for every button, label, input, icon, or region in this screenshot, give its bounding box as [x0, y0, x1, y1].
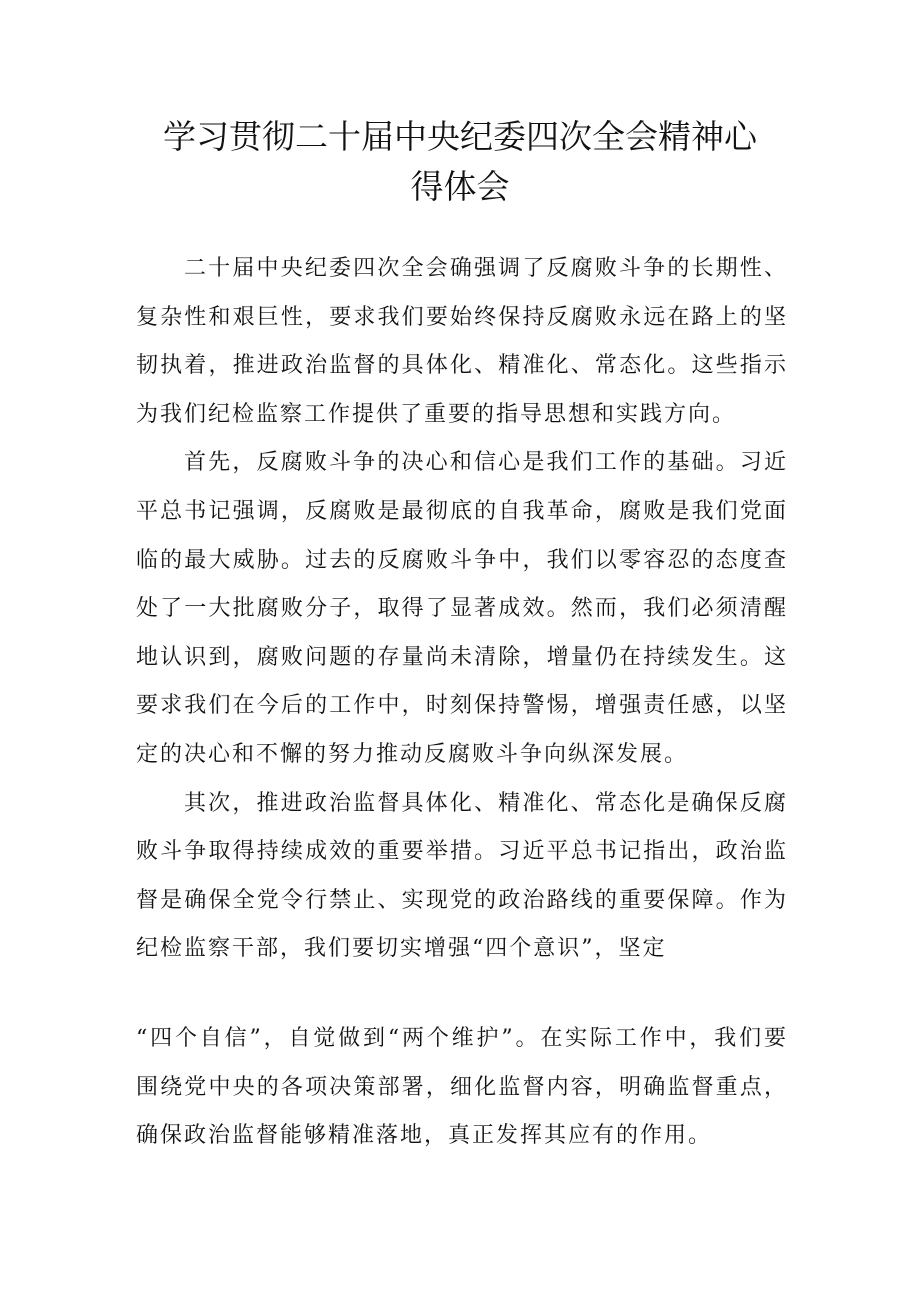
paragraph-intro: 二十届中央纪委四次全会确强调了反腐败斗争的长期性、复杂性和艰巨性，要求我们要始终保持反腐败永远在路上的坚韧执着，推进政治监督的具体化、精准化、常态化。这些指示为我们纪检监察工作提供了重要的指导思想和实践方向。 — [136, 256, 788, 427]
body-text — [136, 245, 788, 974]
paragraph-continuation: “四个自信”，自觉做到“两个维护”。在实际工作中，我们要围绕党中央的各项决策部署，细化监督内容，明确监督重点，确保政治监督能够精准落地，真正发挥其应有的作用。 — [136, 1026, 788, 1149]
body-text-continued — [136, 1015, 788, 1161]
document-title — [150, 112, 770, 212]
paragraph-first: 首先，反腐败斗争的决心和信心是我们工作的基础。习近平总书记强调，反腐败是最彻底的自我革命，腐败是我们党面临的最大威胁。过去的反腐败斗争中，我们以零容忍的态度查处了一大批腐败分子，取得了显著成效。然而，我们必须清醒地认识到，腐败问题的存量尚未清除，增量仍在持续发生。这要求我们在今后的工作中，时刻保持警惕，增强责任感，以坚定的决心和不懈的努力推动反腐败斗争向纵深发展。 — [136, 450, 788, 767]
title-line-2: 得体会 — [410, 167, 510, 206]
paragraph-second: 其次，推进政治监督具体化、精准化、常态化是确保反腐败斗争取得持续成效的重要举措。习近平总书记指出，政治监督是确保全党令行禁止、实现党的政治路线的重要保障。作为纪检监察干部，我们要切实增强“四个意识”，坚定 — [136, 790, 788, 962]
title-line-1: 学习贯彻二十届中央纪委四次全会精神心 — [163, 117, 757, 156]
